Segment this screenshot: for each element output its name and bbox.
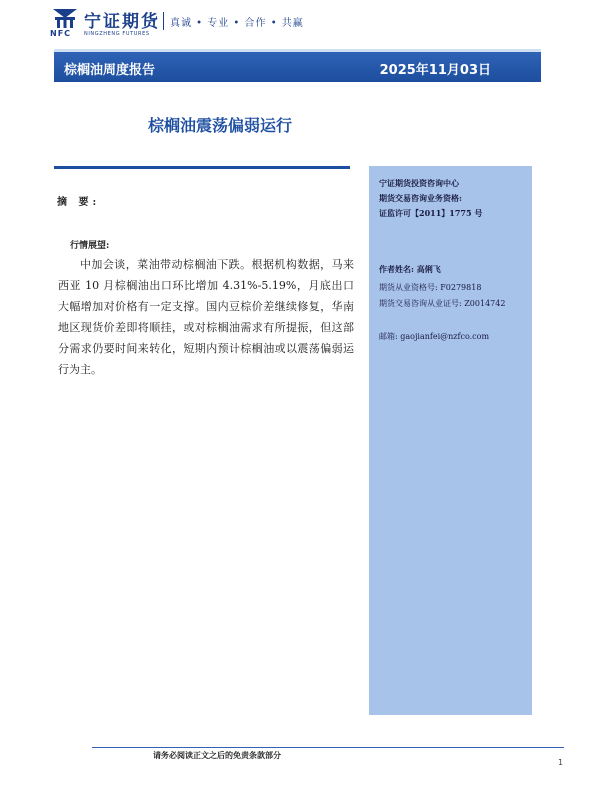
info-sidebar (369, 166, 532, 715)
author-email: 邮箱: gaojianfei@nzfco.com (379, 332, 490, 341)
outlook-label: 行情展望: (70, 241, 110, 251)
org-license: 证监许可【2011】1775 号 (379, 208, 483, 218)
footer-divider (92, 747, 564, 748)
report-header-band (54, 52, 541, 82)
org-qualification: 期货交易咨询业务资格: (379, 193, 462, 203)
author-consulting-number: 期货交易咨询从业证号: Z0014742 (379, 299, 506, 308)
logo-company-name: 宁证期货 (84, 12, 160, 32)
author-name: 作者姓名: 高俐飞 (379, 264, 441, 274)
author-qualification-number: 期货从业资格号: F0279818 (379, 283, 482, 292)
abstract-body: 中加会谈，菜油带动棕榈油下跌。根据机构数据，马来西亚 10 月棕榈油出口环比增加 4.31%-5.19%，月底出口大幅增加对价格有一定支撑。国内豆棕价差继续修复，华南地区现货价差即将顺挂，或对棕榈油需求有所提振，但这部分需求仍要时间来转化，短期内预计棕榈油或以震荡偏弱运行为主。 (58, 258, 354, 376)
abstract-label: 摘 要: (57, 197, 101, 208)
logo-abbreviation: NFC (50, 29, 72, 38)
report-type: 棕榈油周度报告 (64, 63, 156, 78)
logo-english-name: NINGZHENG FUTURES (84, 31, 150, 37)
organization-info (379, 176, 482, 221)
logo-slogan: 真诚 • 专业 • 合作 • 共赢 (170, 18, 304, 29)
logo-divider (163, 12, 164, 30)
content-divider (54, 166, 350, 169)
report-title: 棕榈油震荡偏弱运行 (147, 116, 292, 135)
footer-disclaimer: 请务必阅读正文之后的免责条款部分 (153, 751, 281, 760)
org-name: 宁证期货投资咨询中心 (379, 178, 459, 188)
report-date: 2025年11月03日 (379, 63, 491, 78)
company-logo (50, 5, 310, 39)
page-number: 1 (558, 758, 564, 767)
